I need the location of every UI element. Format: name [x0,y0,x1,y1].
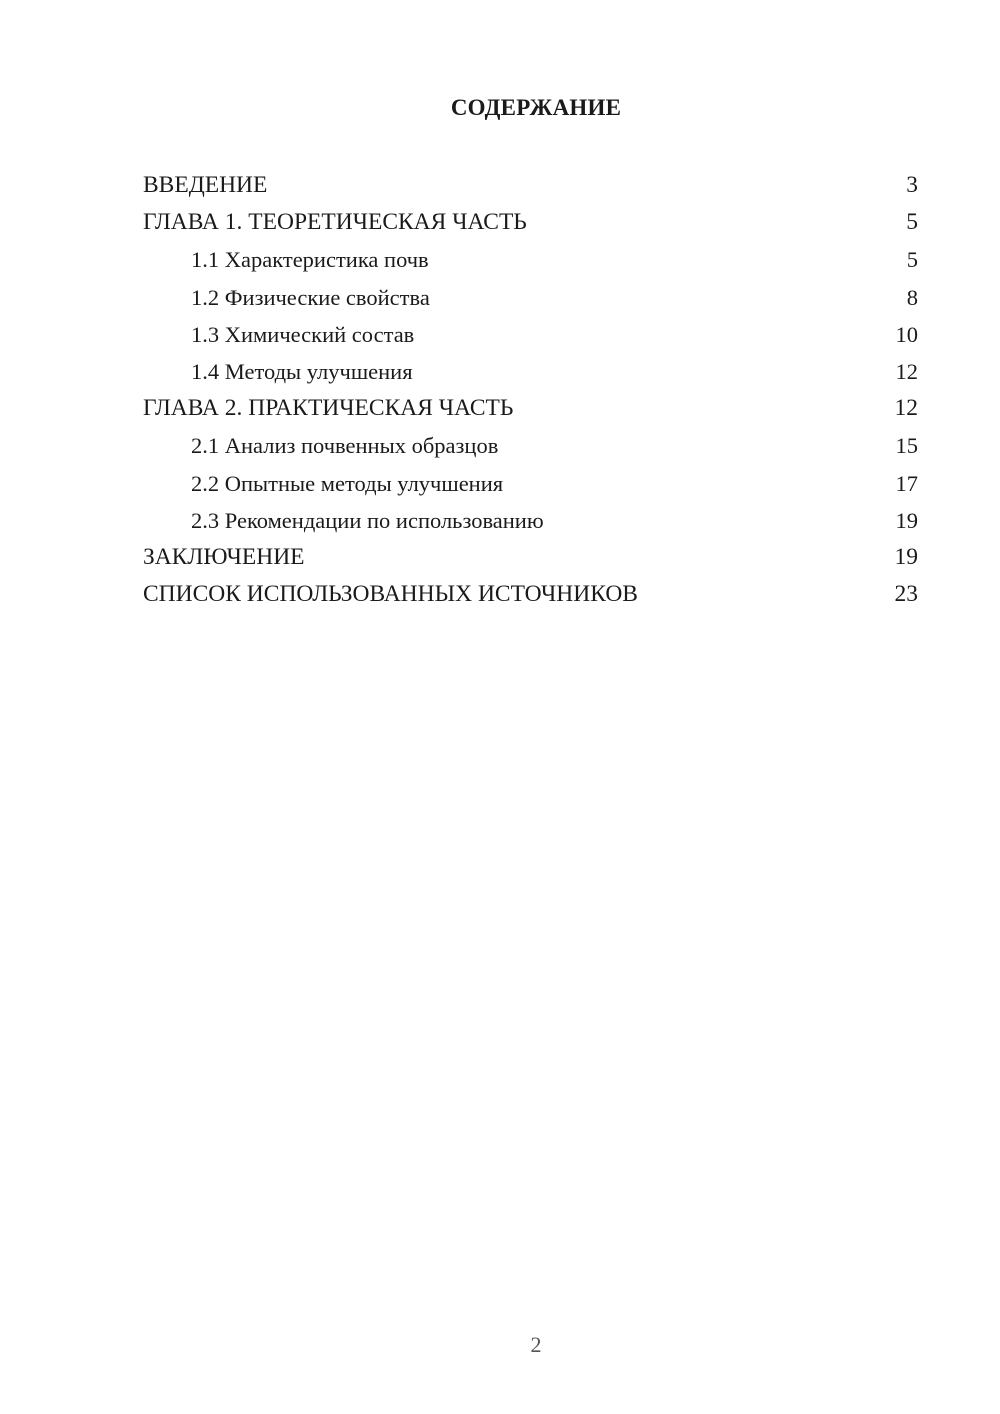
toc-entry-section-2-1 [143,427,918,464]
toc-entry-section-1-1 [143,241,918,278]
toc-entry-chapter-1 [143,204,918,241]
toc-entry-section-1-2 [143,279,918,316]
toc-entry-label: 2.3 Рекомендации по использованию [191,507,544,533]
toc-entry-label: ГЛАВА 2. ПРАКТИЧЕСКАЯ ЧАСТЬ [143,395,514,422]
toc-entry-page: 10 [895,321,918,347]
toc-entry-conclusion [143,539,918,576]
toc-entry-references [143,576,918,613]
toc-entry-page: 5 [906,247,918,273]
toc-entry-label: 1.3 Химический состав [191,321,415,347]
toc-entry-introduction [143,167,918,204]
toc-entry-label: 1.4 Методы улучшения [191,358,413,384]
toc-entry-page: 12 [895,358,918,384]
toc-entry-section-1-3 [143,316,918,353]
toc-entry-label: 1.1 Характеристика почв [191,247,429,273]
page-number: 2 [530,1332,542,1357]
toc-entry-page: 8 [906,284,918,310]
toc-entry-chapter-2 [143,390,918,427]
toc-entry-page: 19 [895,507,918,533]
toc-entry-label: СПИСОК ИСПОЛЬЗОВАННЫХ ИСТОЧНИКОВ [143,581,638,608]
toc-entry-section-2-3 [143,502,918,539]
toc-entry-page: 3 [906,172,918,198]
toc-entry-label: ЗАКЛЮЧЕНИЕ [143,543,305,570]
page-title: СОДЕРЖАНИЕ [450,95,622,120]
toc-entry-label: 2.1 Анализ почвенных образцов [191,433,499,459]
table-of-contents [143,167,918,613]
toc-entry-label: ВВЕДЕНИЕ [143,172,268,198]
toc-entry-section-2-2 [143,465,918,502]
toc-entry-page: 5 [906,209,918,236]
toc-entry-label: 2.2 Опытные методы улучшения [191,470,504,496]
toc-entry-section-1-4 [143,353,918,390]
toc-entry-page: 17 [895,470,918,496]
toc-entry-page: 19 [894,543,918,570]
toc-entry-label: ГЛАВА 1. ТЕОРЕТИЧЕСКАЯ ЧАСТЬ [143,209,527,236]
toc-entry-page: 23 [894,581,918,608]
toc-entry-page: 15 [895,433,918,459]
toc-entry-label: 1.2 Физические свойства [191,284,430,310]
toc-entry-page: 12 [894,395,918,422]
